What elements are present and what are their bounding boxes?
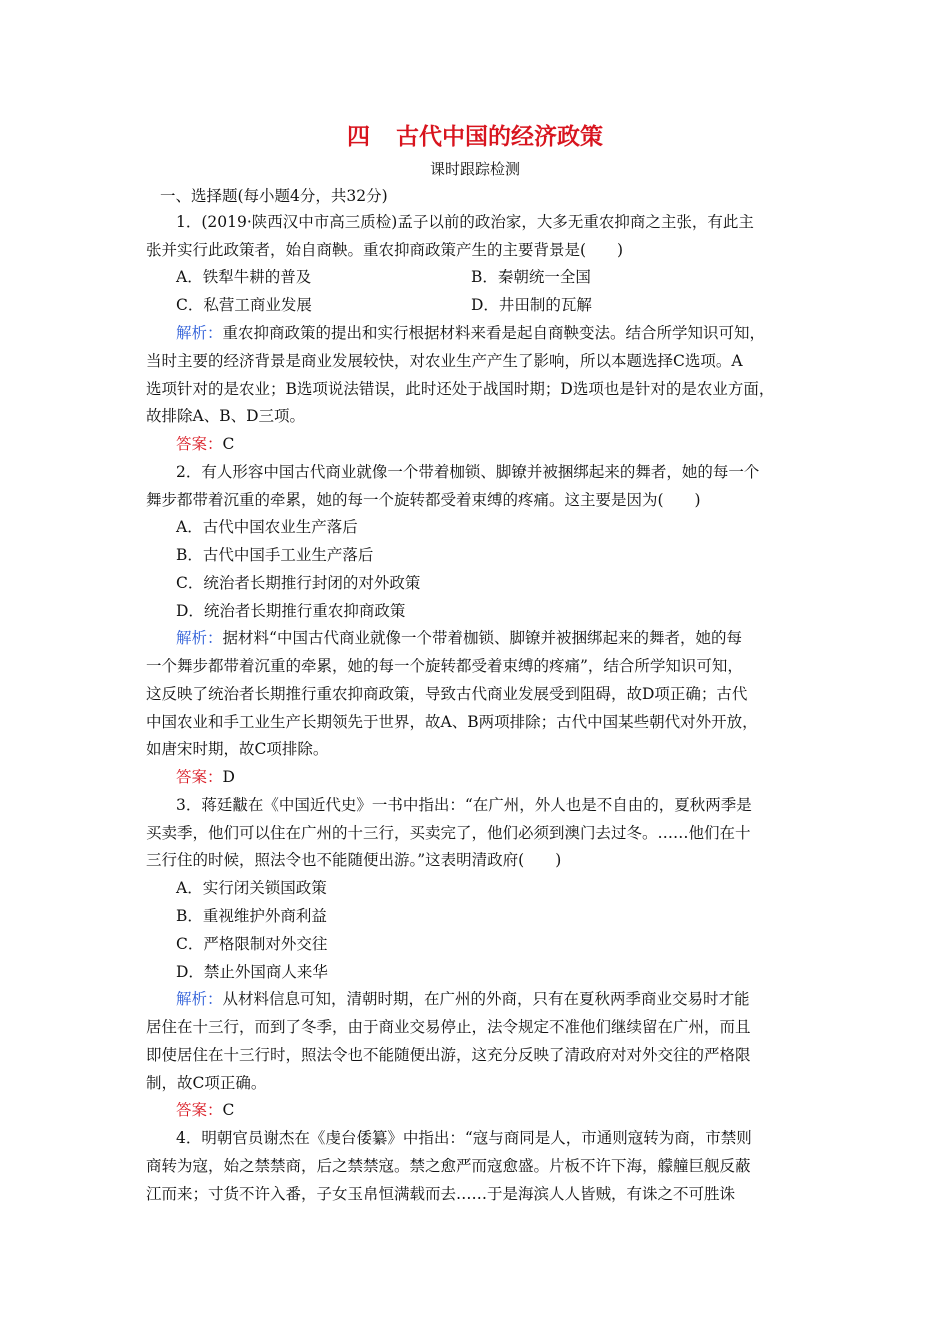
q2-analysis-line bbox=[176, 628, 806, 648]
q3-option-c: C．严格限制对外交往 bbox=[176, 935, 328, 953]
q1-analysis-line: 选项针对的是农业；B选项说法错误，此时还处于战国时期；D选项也是针对的是农业方面， bbox=[146, 380, 775, 398]
q4-stem-line: 4．明朝官员谢杰在《虔台倭纂》中指出：“寇与商同是人，市通则寇转为商，市禁则 bbox=[176, 1129, 752, 1147]
q3-analysis-line bbox=[176, 989, 806, 1009]
q3-option-b: B．重视维护外商利益 bbox=[176, 907, 327, 925]
q3-option-a: A．实行闭关锁国政策 bbox=[176, 879, 327, 897]
q1-option-d: D．井田制的瓦解 bbox=[471, 296, 592, 314]
q3-analysis-line: 制，故C项正确。 bbox=[146, 1074, 267, 1092]
q2-analysis-line: 这反映了统治者长期推行重农抑商政策，导致古代商业发展受到阻碍，故D项正确；古代 bbox=[146, 685, 748, 703]
section-heading: 一、选择题(每小题4分，共32分) bbox=[160, 187, 388, 205]
q1-stem-line: 1．(2019·陕西汉中市高三质检)孟子以前的政治家，大多无重农抑商之主张，有此主 bbox=[176, 213, 754, 231]
q2-answer bbox=[176, 767, 806, 787]
title-number: 四 bbox=[347, 124, 370, 150]
q1-stem-line: 张并实行此政策者，始自商鞅。重农抑商政策产生的主要背景是( ) bbox=[146, 241, 624, 259]
q3-analysis-text: 从材料信息可知，清朝时期，在广州的外商，只有在夏秋两季商业交易时才能 bbox=[222, 990, 750, 1008]
title-text: 古代中国的经济政策 bbox=[396, 124, 603, 150]
q1-option-c: C．私营工商业发展 bbox=[176, 296, 312, 314]
q2-stem-line: 舞步都带着沉重的牵累，她的每一个旋转都受着束缚的疼痛。这主要是因为( ) bbox=[146, 491, 701, 509]
q4-stem-line: 江而来；寸货不许入番，子女玉帛恒满载而去……于是海滨人人皆贼，有诛之不可胜诛 bbox=[146, 1185, 736, 1203]
q1-analysis-line: 故排除A、B、D三项。 bbox=[146, 407, 306, 425]
q2-option-d: D．统治者长期推行重农抑商政策 bbox=[176, 602, 406, 620]
analysis-label: 解析： bbox=[176, 629, 223, 647]
q1-analysis-line bbox=[176, 323, 806, 343]
analysis-label: 解析： bbox=[176, 990, 223, 1008]
q2-option-b: B．古代中国手工业生产落后 bbox=[176, 546, 374, 564]
q2-option-c: C．统治者长期推行封闭的对外政策 bbox=[176, 574, 421, 592]
answer-label: 答案： bbox=[176, 768, 223, 786]
q3-answer-value: C bbox=[222, 1101, 235, 1119]
q1-answer bbox=[176, 434, 806, 454]
q2-stem-line: 2．有人形容中国古代商业就像一个带着枷锁、脚镣并被捆绑起来的舞者，她的每一个 bbox=[176, 463, 760, 481]
q2-option-a: A．古代中国农业生产落后 bbox=[176, 518, 358, 536]
q4-stem-line: 商转为寇，始之禁禁商，后之禁禁寇。禁之愈严而寇愈盛。片板不许下海，艨艟巨舰反蔽 bbox=[146, 1157, 751, 1175]
q1-analysis-line: 当时主要的经济背景是商业发展较快，对农业生产产生了影响，所以本题选择C选项。A bbox=[146, 352, 743, 370]
q3-stem-line: 三行住的时候，照法令也不能随便出游。”这表明清政府( ) bbox=[146, 851, 562, 869]
q2-answer-value: D bbox=[222, 768, 235, 786]
q3-answer bbox=[176, 1100, 806, 1120]
q3-analysis-line: 居住在十三行，而到了冬季，由于商业交易停止，法令规定不准他们继续留在广州，而且 bbox=[146, 1018, 751, 1036]
q2-analysis-line: 一个舞步都带着沉重的牵累，她的每一个旋转都受着束缚的疼痛”，结合所学知识可知， bbox=[146, 657, 743, 675]
q1-option-a: A．铁犁牛耕的普及 bbox=[176, 268, 312, 286]
q3-analysis-line: 即使居住在十三行时，照法令也不能随便出游，这充分反映了清政府对对外交往的严格限 bbox=[146, 1046, 751, 1064]
q3-option-d: D．禁止外国商人来华 bbox=[176, 963, 328, 981]
q2-analysis-line: 中国农业和手工业生产长期领先于世界，故A、B两项排除；古代中国某些朝代对外开放， bbox=[146, 713, 758, 731]
q3-stem-line: 3．蒋廷黻在《中国近代史》一书中指出：“在广州，外人也是不自由的，夏秋两季是 bbox=[176, 796, 752, 814]
q1-option-b: B．秦朝统一全国 bbox=[471, 268, 591, 286]
answer-label: 答案： bbox=[176, 435, 223, 453]
page-title bbox=[0, 118, 950, 151]
q3-stem-line: 买卖季，他们可以住在广州的十三行，买卖完了，他们必须到澳门去过冬。……他们在十 bbox=[146, 824, 751, 842]
q1-answer-value: C bbox=[222, 435, 235, 453]
analysis-label: 解析： bbox=[176, 324, 223, 342]
q1-analysis-text: 重农抑商政策的提出和实行根据材料来看是起自商鞅变法。结合所学知识可知， bbox=[222, 324, 766, 342]
answer-label: 答案： bbox=[176, 1101, 223, 1119]
q2-analysis-text: 据材料“中国古代商业就像一个带着枷锁、脚镣并被捆绑起来的舞者，她的每 bbox=[222, 629, 742, 647]
q2-analysis-line: 如唐宋时期，故C项排除。 bbox=[146, 740, 329, 758]
page-subtitle: 课时跟踪检测 bbox=[429, 160, 520, 178]
